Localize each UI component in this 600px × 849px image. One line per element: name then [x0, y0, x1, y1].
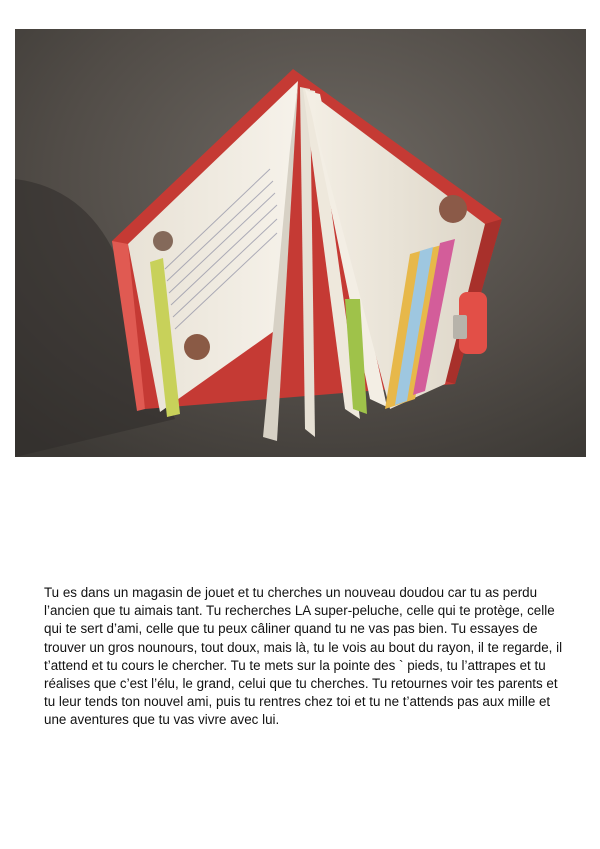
sticker-right [439, 195, 467, 223]
sticker-left [184, 334, 210, 360]
story-paragraph: Tu es dans un magasin de jouet et tu cherches un nouveau doudou car tu as perdu l’ancien que tu aimais tant. Tu recherches LA super-peluche, celle qui te protège, celle qui te sert d’ami, celle que tu peux câliner quand tu ne vas pas bien. Tu essayes de trouver un gros nounours, tout doux, mais là, tu le vois au bout du rayon, il te regarde, il t’attend et tu cours le chercher. Tu te mets sur la pointe des ` pieds, tu l’attrapes et tu réalises que c’est l’élu, le grand, celui que tu cherches. Tu retournes voir tes parents et tu leur tends ton nouvel ami, puis tu rentres chez toi et tu ne t’attends pas aux mille et une aventures que tu vas vivre avec lui. [44, 585, 563, 728]
book-illustration [15, 29, 586, 457]
sticker-top-left [153, 231, 173, 251]
book-photo [15, 29, 586, 457]
clasp-lock [453, 315, 467, 339]
